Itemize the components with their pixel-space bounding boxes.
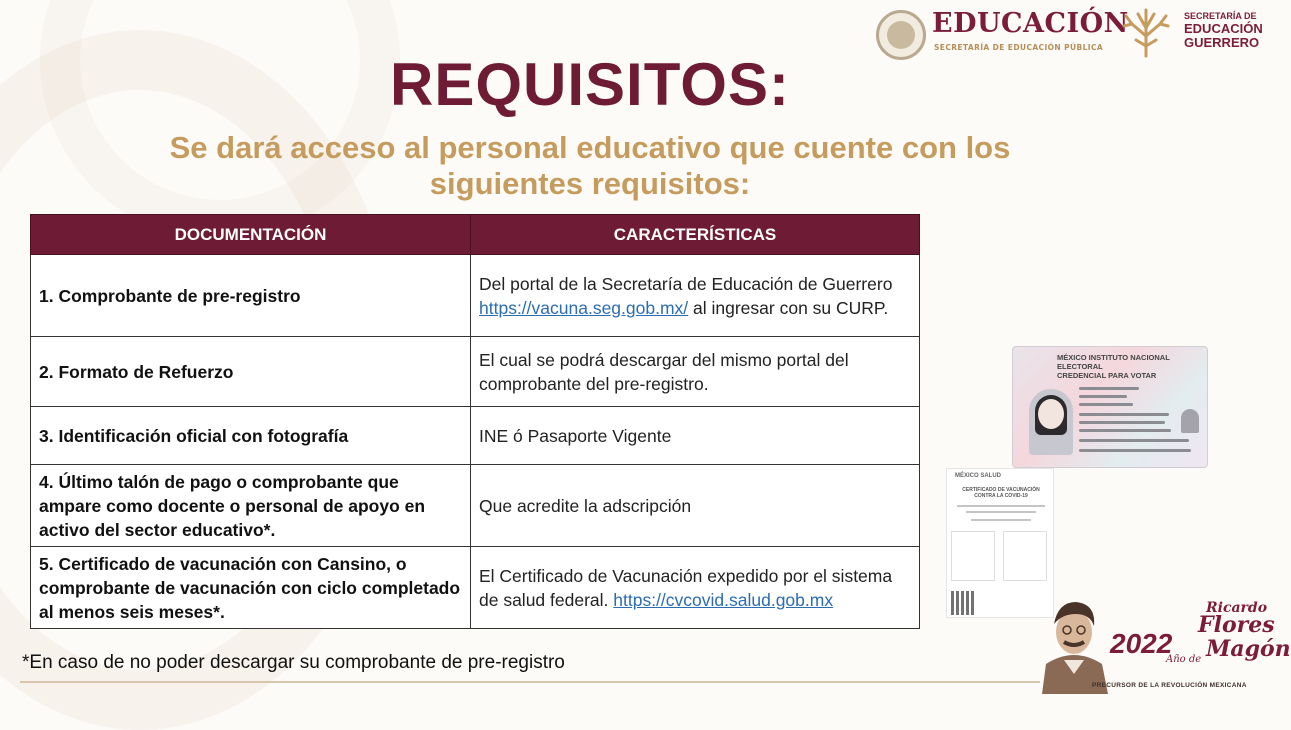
table-row	[31, 255, 920, 337]
certificate-dose-box	[951, 531, 995, 581]
characteristics-text: Del portal de la Secretaría de Educación de Guerrero	[479, 273, 893, 294]
logo-name-magon: Magón	[1206, 636, 1291, 662]
guerrero-logo-line3: GUERRERO	[1184, 35, 1260, 50]
characteristics-text: El Certificado de Vacunación expedido por el sistema de salud federal.	[479, 565, 893, 610]
guerrero-logo-line2: EDUCACIÓN	[1184, 21, 1263, 36]
logo-year: 2022	[1110, 628, 1173, 659]
characteristics-cell: Que acredite la adscripción	[471, 465, 920, 547]
documentation-cell: 5. Certificado de vacunación con Cansino, o comprobante de vacunación con ciclo completado al menos seis meses*.	[31, 547, 471, 629]
logo-anio-de: Año de	[1166, 654, 1202, 665]
cvcovid-link[interactable]: https://cvcovid.salud.gob.mx	[613, 589, 834, 610]
footnote: *En caso de no poder descargar su comprobante de pre-registro	[22, 652, 565, 673]
certificate-header: MÉXICO SALUD	[955, 473, 1002, 479]
sep-logo-subtitle: SECRETARÍA DE EDUCACIÓN PÚBLICA	[934, 43, 1104, 52]
table-row	[31, 337, 920, 407]
ine-text-line	[1079, 403, 1133, 406]
table-row	[31, 407, 920, 465]
table-header-row	[31, 215, 920, 255]
characteristics-text-after: al ingresar con su CURP.	[688, 297, 889, 318]
certificate-line	[957, 505, 1045, 507]
certificate-line	[971, 519, 1031, 521]
qr-code-icon	[951, 591, 975, 615]
documentation-cell: 3. Identificación oficial con fotografía	[31, 407, 471, 465]
ine-text-line	[1079, 439, 1189, 442]
logo-name-flores: Flores	[1198, 612, 1275, 638]
characteristics-cell: INE ó Pasaporte Vigente	[471, 407, 920, 465]
sep-logo-text: EDUCACIÓN	[932, 8, 1129, 39]
commemorative-logo	[1036, 594, 1291, 698]
characteristics-cell	[471, 255, 920, 337]
ine-text-line	[1079, 421, 1165, 424]
characteristics-cell: El cual se podrá descargar del mismo portal del comprobante del pre-registro.	[471, 337, 920, 407]
divider	[20, 681, 1040, 683]
ine-mini-photo	[1181, 409, 1199, 433]
ine-card-line2: CREDENCIAL PARA VOTAR	[1057, 371, 1157, 380]
ine-text-line	[1079, 395, 1127, 398]
documentation-cell: 1. Comprobante de pre-registro	[31, 255, 471, 337]
ine-card-header	[1057, 353, 1207, 380]
guerrero-logo-line1: SECRETARÍA DE	[1184, 11, 1257, 21]
column-header-documentation: DOCUMENTACIÓN	[31, 215, 471, 255]
documentation-cell: 2. Formato de Refuerzo	[31, 337, 471, 407]
table-row	[31, 547, 920, 629]
documentation-cell: 4. Último talón de pago o comprobante que ampare como docente o personal de apoyo en activo del sector educativo*.	[31, 465, 471, 547]
characteristics-cell	[471, 547, 920, 629]
ine-text-line	[1079, 387, 1139, 390]
guerrero-logo-text	[1184, 12, 1263, 49]
ine-text-line	[1079, 449, 1191, 452]
logo-tagline: PRECURSOR DE LA REVOLUCIÓN MEXICANA	[1092, 682, 1247, 689]
ine-photo-face	[1038, 399, 1064, 429]
ine-card-line1: MÉXICO INSTITUTO NACIONAL ELECTORAL	[1057, 353, 1170, 371]
column-header-characteristics: CARACTERÍSTICAS	[471, 215, 920, 255]
logo-name-ricardo: Ricardo	[1206, 600, 1268, 616]
vacuna-portal-link[interactable]: https://vacuna.seg.gob.mx/	[479, 297, 689, 318]
certificate-line	[966, 511, 1036, 513]
ine-text-line	[1079, 413, 1169, 416]
page-title: REQUISITOS:	[390, 51, 790, 118]
page-subtitle: Se dará acceso al personal educativo que cuente con los siguientes requisitos:	[169, 130, 1011, 201]
table-row	[31, 465, 920, 547]
ine-text-line	[1079, 429, 1171, 432]
certificate-dose-box	[1003, 531, 1047, 581]
ine-card-image	[1012, 346, 1208, 468]
requirements-table	[30, 214, 920, 629]
certificate-title: CERTIFICADO DE VACUNACIÓN CONTRA LA COVID-19	[962, 487, 1040, 499]
flores-magon-portrait-icon	[1036, 594, 1112, 694]
